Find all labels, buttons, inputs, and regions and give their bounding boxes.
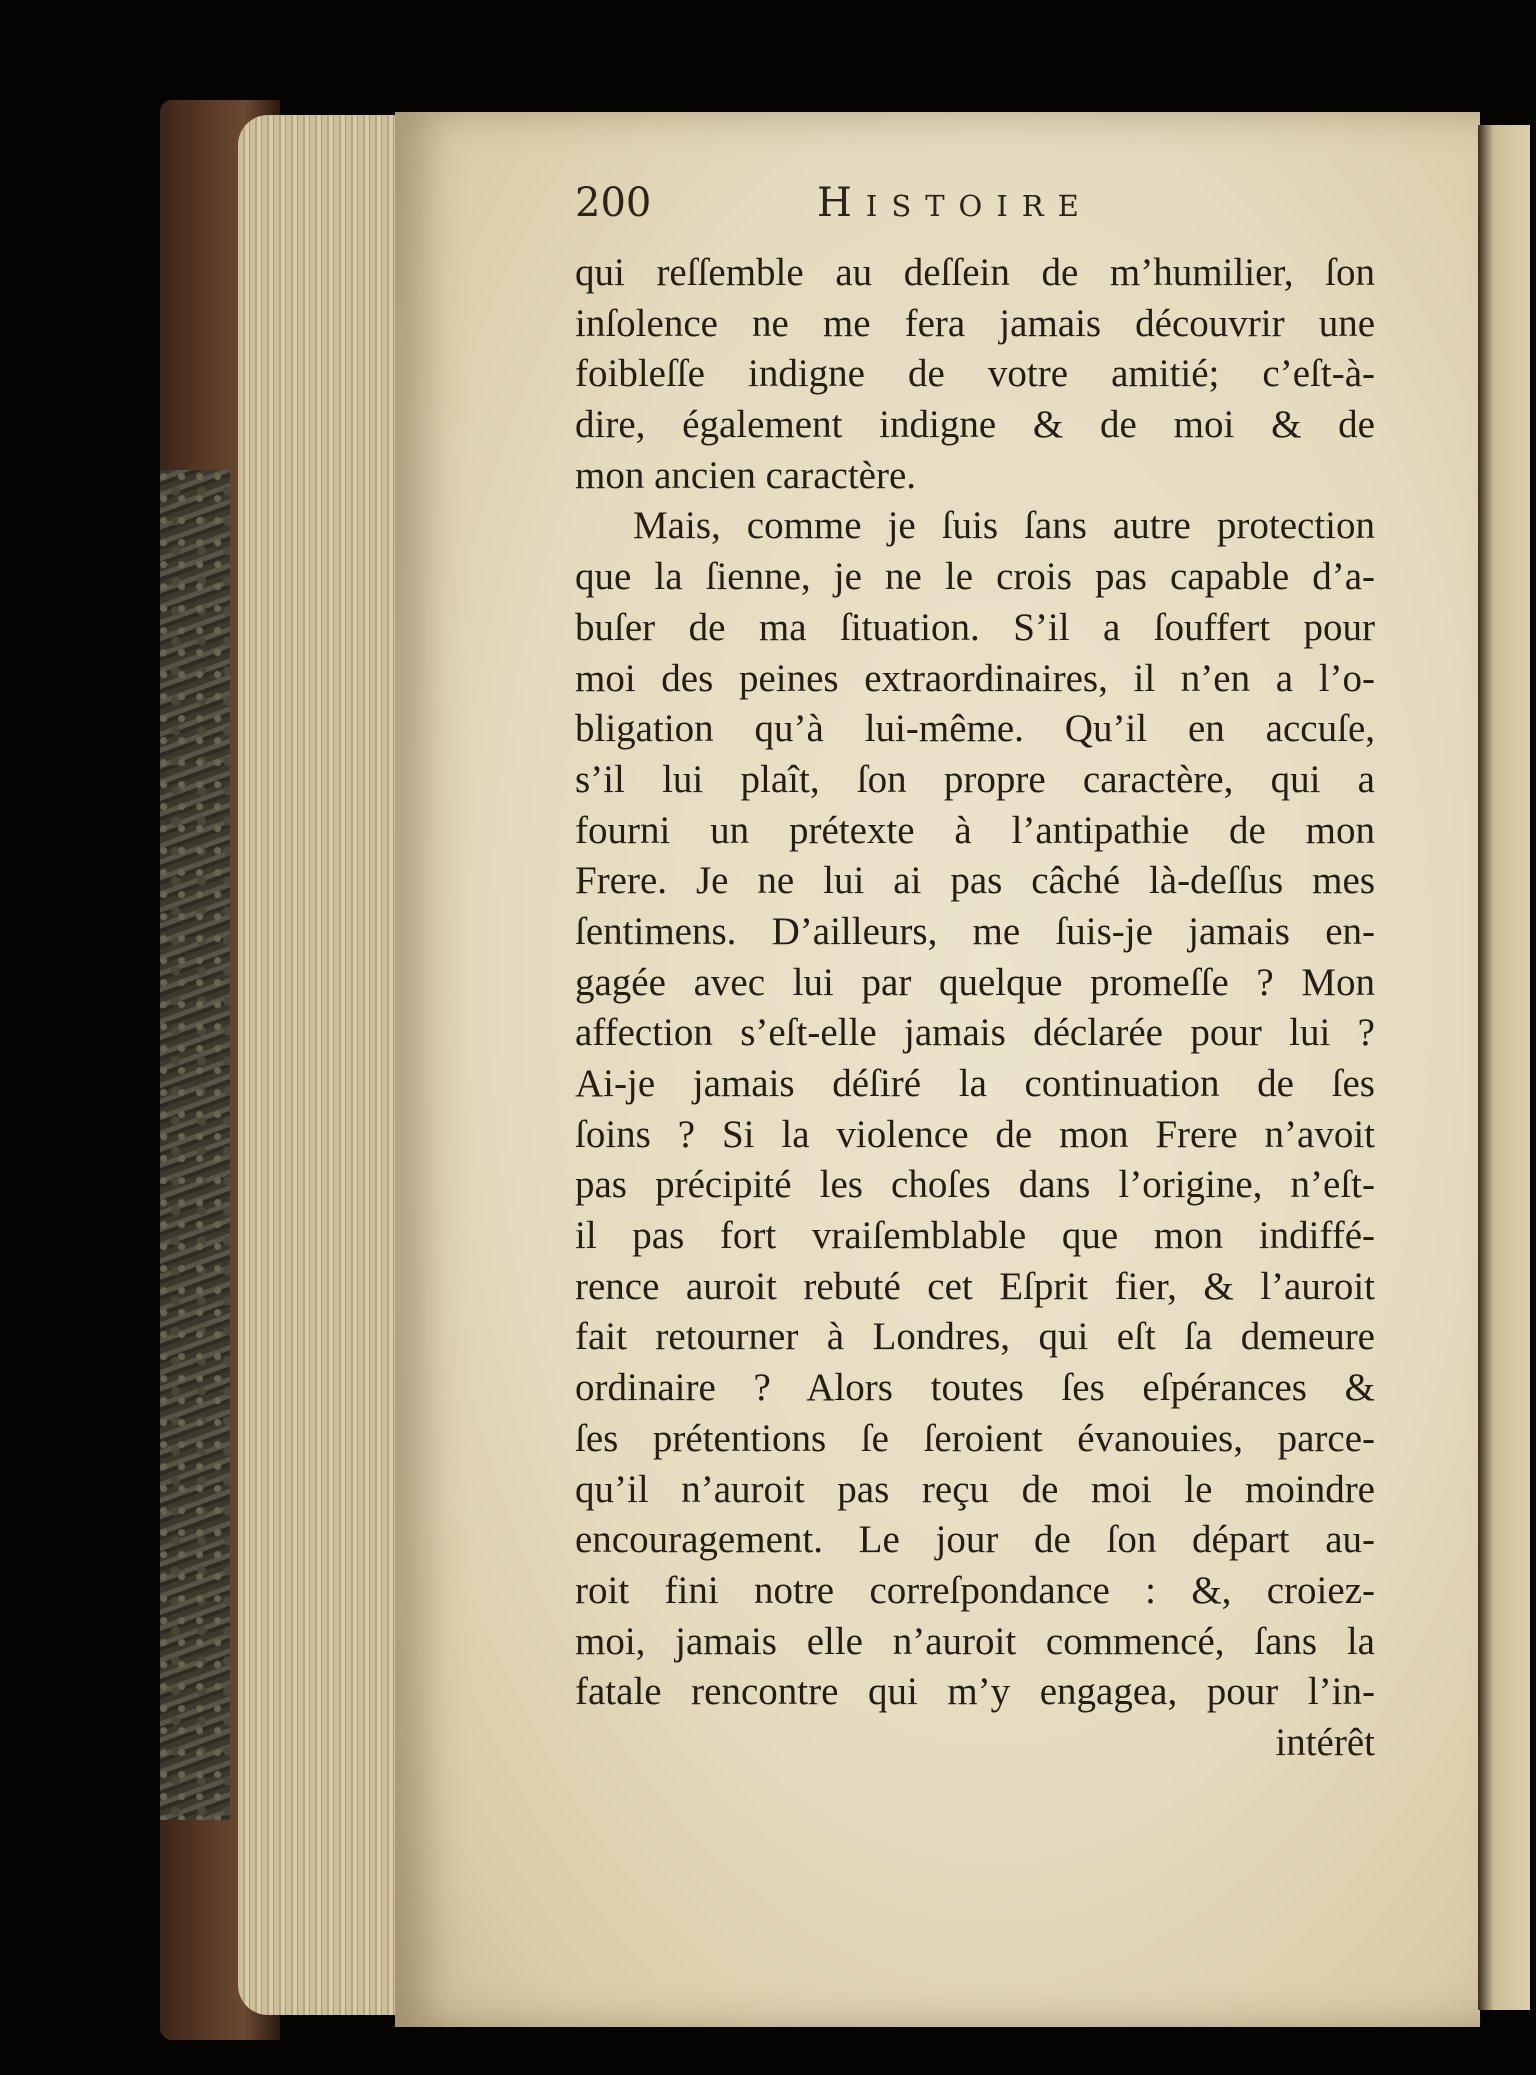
page-number: 200 [575,180,652,226]
text-line: moi des peines extraordinaires, il n’en a l’o- [575,656,1375,700]
text-line: Mais, comme je ſuis ſans autre protection [633,504,1375,548]
catchword: intérêt [1275,1720,1375,1764]
text-line: ſes prétentions ſe ſeroient évanouies, parce- [575,1416,1375,1460]
facing-page-edge [1478,125,1530,2010]
text-line: rence auroit rebuté cet Eſprit fier, & l’auroit [575,1264,1375,1308]
text-line: que la ſienne, je ne le crois pas capable d’a- [575,555,1375,599]
text-line: fait retourner à Londres, qui eſt ſa demeure [575,1315,1375,1359]
text-line: Ai-je jamais déſiré la continuation de ſes [575,1062,1375,1105]
text-line: buſer de ma ſituation. S’il a ſouffert pour [575,605,1375,649]
text-line: foibleſſe indigne de votre amitié; c’eſt-à- [575,352,1375,396]
text-line: ſentimens. D’ailleurs, me ſuis-je jamais en- [575,909,1375,953]
text-line: roit fini notre correſpondance : &, croiez- [575,1568,1375,1612]
text-line: il pas fort vraiſemblable que mon indiffé- [575,1214,1375,1258]
running-title-rest: ISTOIRE [865,189,1093,223]
text-line: bligation qu’à lui-même. Qu’il en accuſe, [575,707,1375,751]
text-line: moi, jamais elle n’auroit commencé, ſans la [575,1619,1375,1663]
text-line: gagée avec lui par quelque promeſſe ? Mon [575,960,1375,1004]
text-line: qu’il n’auroit pas reçu de moi le moindre [575,1467,1375,1511]
running-title [817,178,1093,231]
text-line: inſolence ne me fera jamais découvrir une [575,301,1375,345]
text-line: mon ancien caractère. [575,453,917,497]
marbled-board [160,470,230,1820]
text-line: affection s’eſt-elle jamais déclarée pour lui ? [575,1011,1375,1055]
text-line: fourni un prétexte à l’antipathie de mon [575,808,1375,852]
text-line: s’il lui plaît, ſon propre caractère, qui a [575,757,1375,801]
text-line: encouragement. Le jour de ſon départ au- [575,1518,1375,1562]
page-edges [238,115,403,2015]
text-line: ordinaire ? Alors toutes ſes eſpérances & [575,1366,1375,1410]
page-header [575,178,1195,238]
text-line: qui reſſemble au deſſein de m’humilier, ſon [575,251,1375,294]
text-line: Frere. Je ne lui ai pas câché là-deſſus mes [575,859,1375,903]
running-title-initial: H [817,180,866,226]
text-line: fatale rencontre qui m’y engagea, pour l’in- [575,1670,1375,1714]
text-line: ſoins ? Si la violence de mon Frere n’avoit [575,1112,1375,1156]
text-line: pas précipité les choſes dans l’origine, n’eſt- [575,1163,1375,1207]
text-line: dire, également indigne & de moi & de [575,403,1375,447]
body-text [575,248,1375,1769]
